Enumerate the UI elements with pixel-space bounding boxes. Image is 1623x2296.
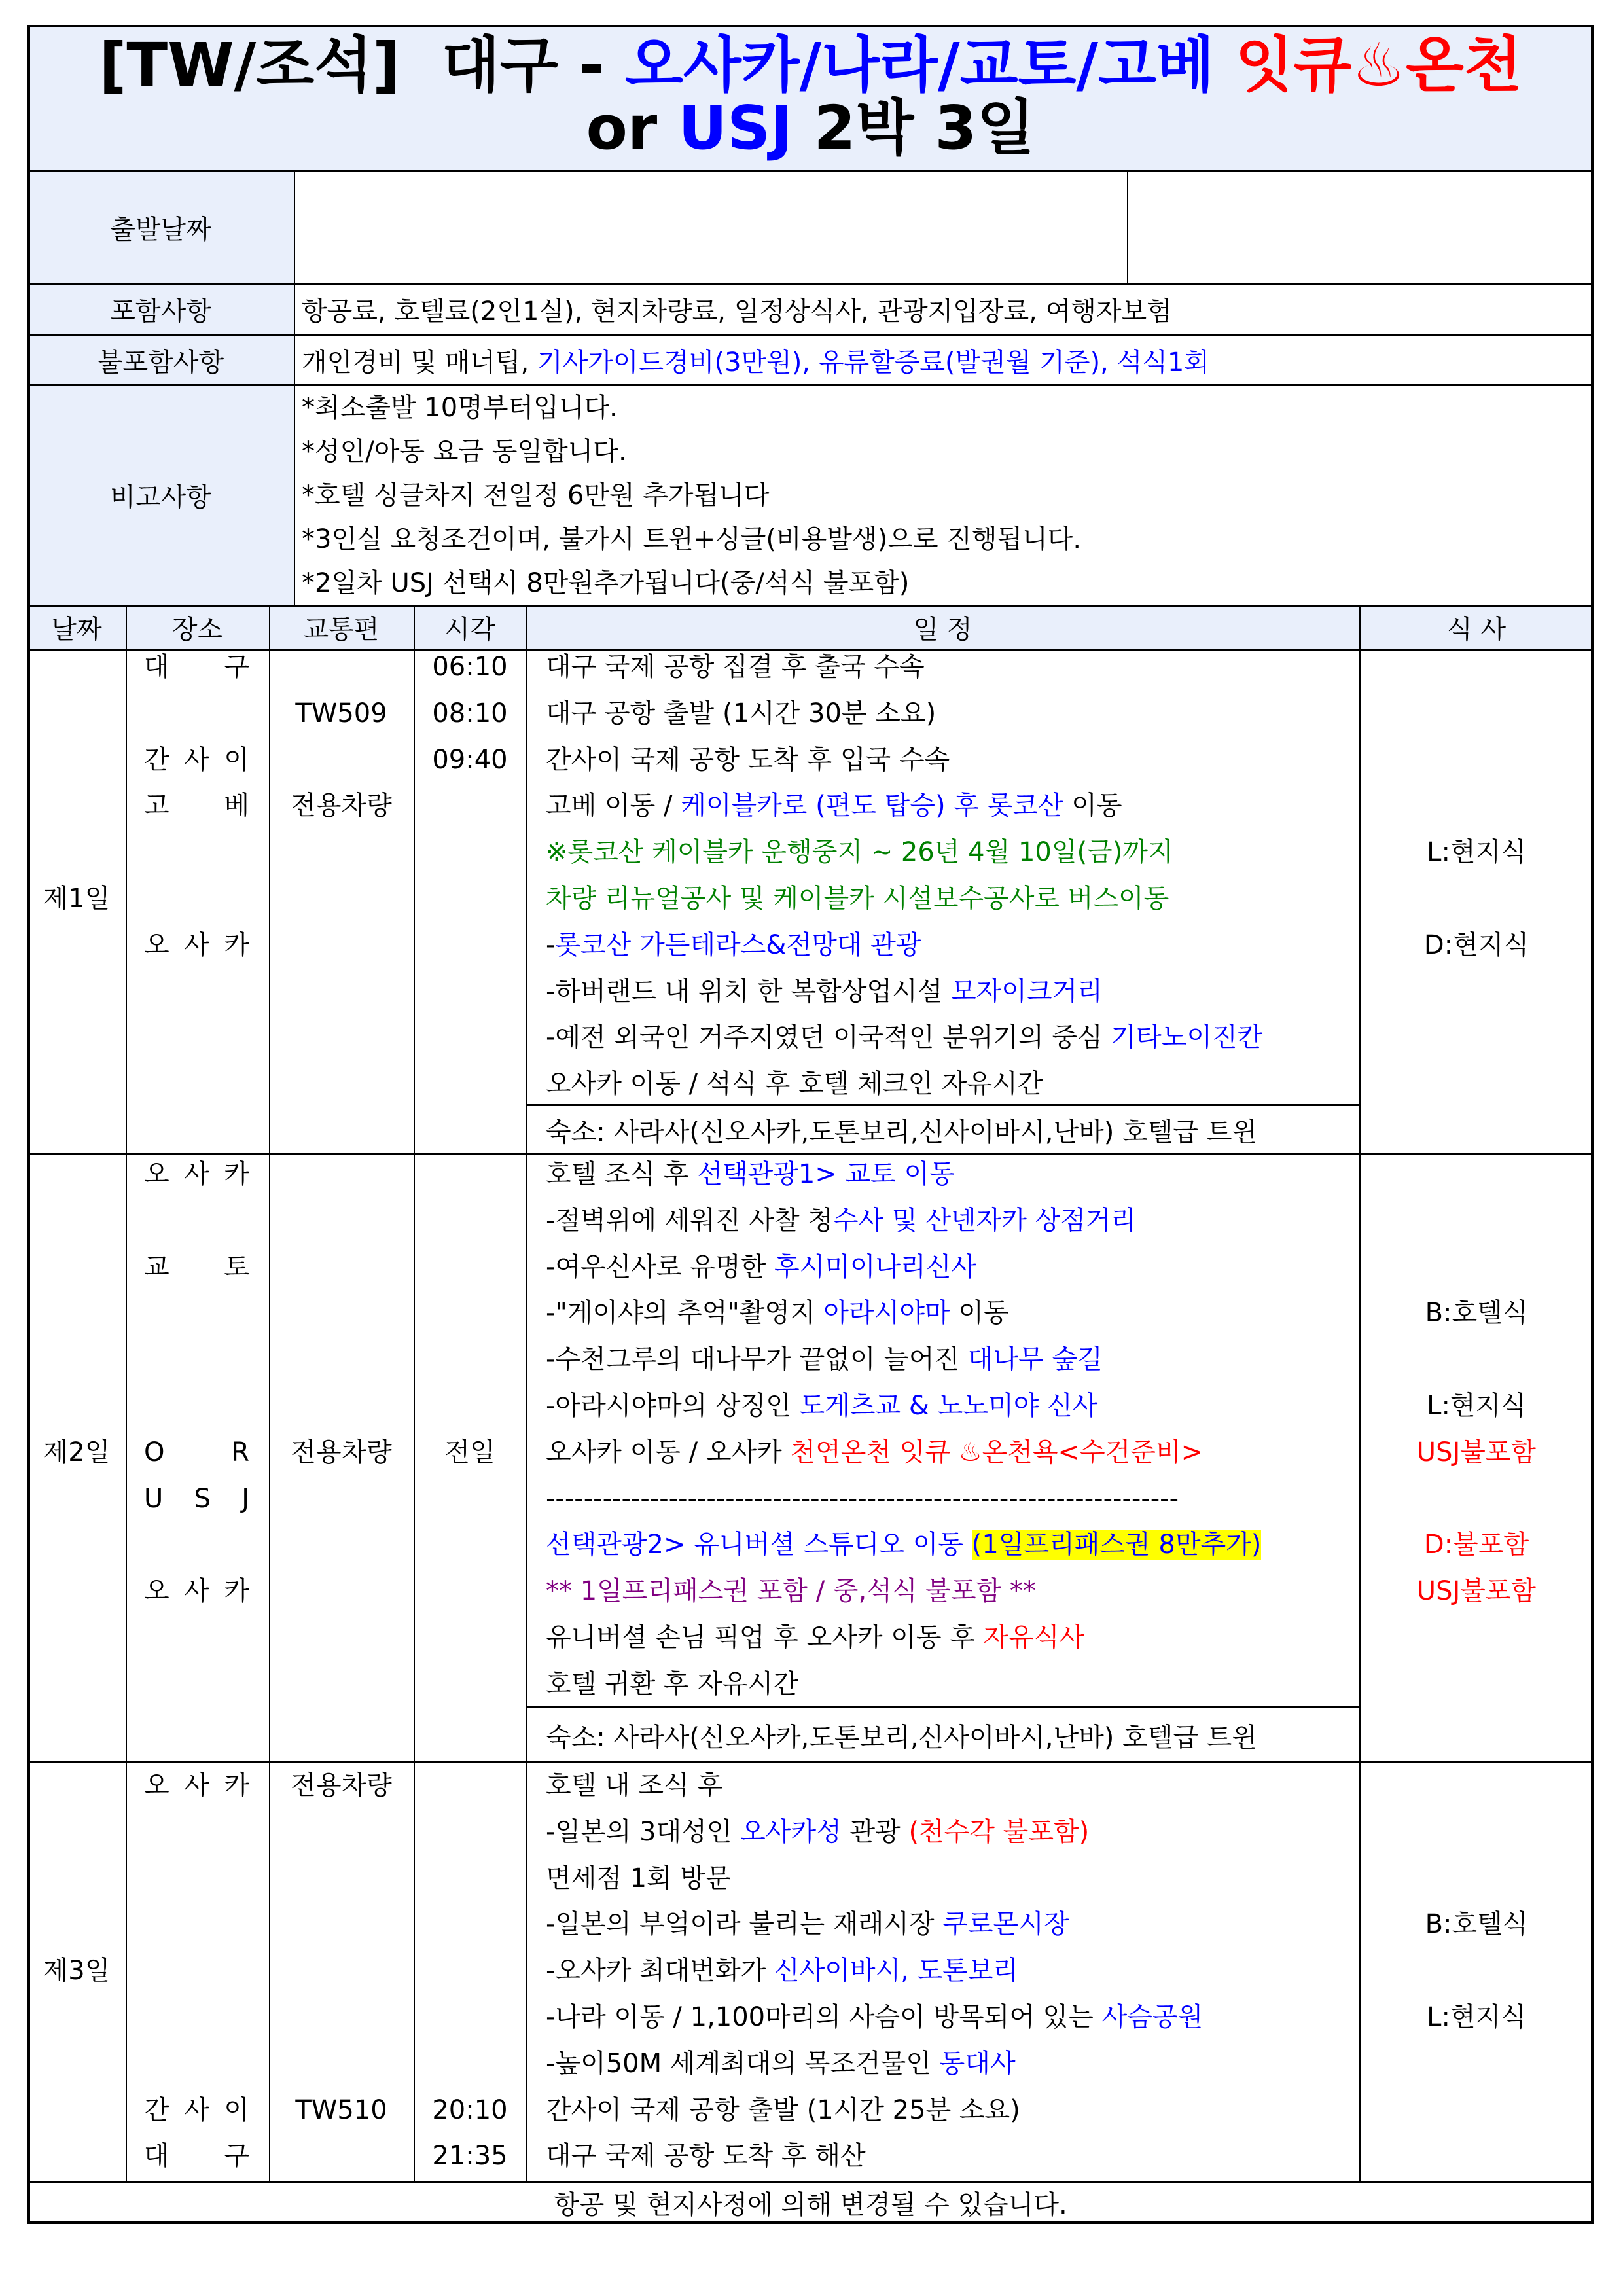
meal-value: USJ불포함: [1416, 1437, 1537, 1467]
place-name: 대 구: [144, 652, 249, 682]
place-name: 고 베: [144, 791, 249, 821]
schedule-segment: 간사이 국제 공항 도착 후 입국 수속: [546, 744, 950, 775]
meal-value: B:호텔식: [1425, 1298, 1528, 1329]
schedule-segment: 도게츠교 & 노노미야 신사: [799, 1390, 1098, 1421]
schedule-segment: -수천그루의 대나무가 끝없이 늘어진: [546, 1344, 968, 1375]
schedule-segment: 모자이크거리: [950, 976, 1103, 1007]
remark-item: *2일차 USJ 선택시 8만원추가됩니다(중/석식 불포함): [302, 568, 910, 598]
schedule-segment: -오사카 최대번화가: [546, 1956, 774, 1986]
schedule-segment: 수사 및 산넨자카 상점거리: [832, 1205, 1137, 1236]
footer-notice: 항공 및 현지사정에 의해 변경될 수 있습니다.: [554, 2190, 1067, 2220]
header-schedule: 일 정: [913, 615, 972, 645]
schedule-segment: 차량 리뉴얼공사 및 케이블카 시설보수공사로 버스이동: [546, 883, 1169, 914]
title-segment: 오사카/나라/교토/고베: [625, 30, 1236, 100]
schedule-segment: 신사이바시, 도톤보리: [774, 1956, 1019, 1986]
schedule-segment: -나라 이동 / 1,100마리의 사슴이 방목되어 있는: [546, 2001, 1102, 2032]
schedule-segment: 사슴공원: [1101, 2001, 1204, 2032]
day-label: 제3일: [43, 1956, 111, 1986]
schedule-segment: 관광: [841, 1816, 909, 1847]
schedule-segment: -예전 외국인 거주지였던 이국적인 분위기의 중심: [546, 1022, 1111, 1053]
place-name: 오 사 카: [144, 1159, 249, 1189]
transport-value: 전용차량: [291, 1770, 392, 1801]
schedule-segment: 호텔 내 조식 후: [546, 1770, 722, 1801]
schedule-segment: 오사카성: [740, 1816, 842, 1847]
meal-value: L:현지식: [1427, 1390, 1526, 1421]
excluded-label: 불포함사항: [97, 347, 224, 378]
place-name: 대 구: [144, 2141, 249, 2172]
schedule-segment: (천수각 불포함): [908, 1816, 1090, 1847]
schedule-segment: 유니버셜 손님 픽업 후 오사카 이동 후: [546, 1622, 984, 1653]
schedule-segment: 쿠로몬시장: [942, 1909, 1069, 1940]
schedule-segment: -"게이샤의 추억"촬영지: [546, 1298, 824, 1329]
excluded-segment: 개인경비 및 매너팁,: [302, 347, 537, 378]
schedule-segment: 천연온천 잇큐 ♨온천욕<수건준비>: [790, 1437, 1204, 1467]
included-value: 항공료, 호텔료(2인1실), 현지차량료, 일정상식사, 관광지입장료, 여행자보험: [302, 296, 1172, 327]
header-time: 시각: [444, 615, 495, 645]
schedule-segment: 아라시야마: [823, 1298, 950, 1329]
schedule-segment: 대구 국제 공항 집결 후 출국 수속: [546, 652, 925, 682]
schedule-segment: 이동: [950, 1298, 1009, 1329]
time-value: 09:40: [432, 744, 508, 775]
schedule-segment: 케이블카로 (편도 탑승) 후 롯코산: [681, 791, 1063, 821]
place-name: U S J: [144, 1483, 249, 1514]
remark-item: *호텔 싱글차지 전일정 6만원 추가됩니다: [302, 480, 770, 511]
schedule-segment: -여우신사로 유명한: [546, 1251, 774, 1282]
schedule-segment: 후시미이나리신사: [774, 1251, 977, 1282]
schedule-segment: 롯코산 가든테라스&전망대 관광: [555, 929, 921, 960]
schedule-segment: 대나무 숲길: [967, 1344, 1103, 1375]
schedule-segment: 동대사: [939, 2048, 1016, 2079]
title-segment: 2박 3일: [813, 93, 1035, 163]
meal-value: B:호텔식: [1425, 1909, 1528, 1940]
schedule-segment: 호텔 조식 후: [546, 1159, 698, 1189]
transport-value: TW510: [295, 2094, 387, 2125]
day-label: 제2일: [43, 1437, 111, 1467]
schedule-segment: 호텔 귀환 후 자유시간: [546, 1668, 798, 1699]
schedule-segment: -높이50M 세계최대의 목조건물인: [546, 2048, 940, 2079]
schedule-segment: ** 1일프리패스권 포함 / 중,석식 불포함 **: [546, 1576, 1036, 1607]
schedule-segment: 고베 이동 /: [546, 791, 681, 821]
title-segment: 잇큐♨온천: [1235, 30, 1522, 100]
transport-value: 전용차량: [291, 1437, 392, 1467]
title-segment: or: [586, 93, 679, 163]
transport-value: 전용차량: [291, 791, 392, 821]
schedule-segment: -일본의 부엌이라 불리는 재래시장: [546, 1909, 943, 1940]
header-date: 날짜: [51, 615, 102, 645]
schedule-segment: 선택관광1> 교토 이동: [697, 1159, 955, 1189]
schedule-segment: 오사카 이동 / 오사카: [546, 1437, 791, 1467]
schedule-segment: 간사이 국제 공항 출발 (1시간 25분 소요): [546, 2094, 1020, 2125]
hotel-info: 숙소: 사라사(신오사카,도톤보리,신사이바시,난바) 호텔급 트윈: [526, 1104, 1359, 1154]
time-value: 08:10: [432, 698, 508, 728]
departure-label: 출발날짜: [110, 214, 211, 245]
schedule-segment: -------------------------------------------------------------------: [546, 1483, 1179, 1514]
schedule-segment: ※롯코산 케이블카 운행중지 ~ 26년 4월 10일(금)까지: [546, 837, 1173, 868]
place-name: 오 사 카: [144, 1770, 249, 1801]
schedule-segment: 대구 공항 출발 (1시간 30분 소요): [546, 698, 936, 728]
schedule-segment: -절벽위에 세워진 사찰 청: [546, 1205, 833, 1236]
place-name: 오 사 카: [144, 1576, 249, 1607]
header-transport: 교통편: [303, 615, 380, 645]
schedule-segment: 기타노이진칸: [1111, 1022, 1263, 1053]
included-label: 포함사항: [110, 296, 211, 327]
schedule-segment: -아라시야마의 상징인: [546, 1390, 800, 1421]
meal-value: USJ불포함: [1416, 1576, 1537, 1607]
meal-value: D:현지식: [1423, 929, 1529, 960]
document-frame: [27, 25, 1594, 2224]
schedule-segment: (1일프리패스권 8만추가): [971, 1530, 1262, 1560]
day-label: 제1일: [43, 883, 111, 914]
remark-item: *3인실 요청조건이며, 불가시 트윈+싱글(비용발생)으로 진행됩니다.: [302, 524, 1082, 554]
remark-item: *최소출발 10명부터입니다.: [302, 393, 618, 423]
title-segment: USJ: [678, 93, 814, 163]
time-value: 21:35: [432, 2141, 508, 2172]
transport-value: TW509: [295, 698, 387, 728]
place-name: 간 사 이: [144, 2094, 249, 2125]
hotel-info: 숙소: 사라사(신오사카,도톤보리,신사이바시,난바) 호텔급 트윈: [526, 1706, 1359, 1762]
schedule-segment: -일본의 3대성인: [546, 1816, 741, 1847]
schedule-segment: 선택관광2> 유니버셜 스튜디오 이동: [546, 1530, 972, 1560]
excluded-segment: 기사가이드경비(3만원), 유류할증료(발권월 기준), 석식1회: [537, 347, 1209, 378]
time-value: 06:10: [432, 652, 508, 682]
schedule-segment: 대구 국제 공항 도착 후 해산: [546, 2141, 866, 2172]
header-meal: 식 사: [1447, 615, 1506, 645]
schedule-segment: 면세점 1회 방문: [546, 1863, 731, 1893]
place-name: 교 토: [144, 1251, 249, 1282]
title-segment: [TW/조석] 대구 -: [99, 30, 626, 100]
place-name: 오 사 카: [144, 929, 249, 960]
remark-item: *성인/아동 요금 동일합니다.: [302, 437, 627, 467]
place-name: 간 사 이: [144, 744, 249, 775]
header-place: 장소: [171, 615, 223, 645]
schedule-segment: -하버랜드 내 위치 한 복합상업시설: [546, 976, 951, 1007]
remarks-label: 비고사항: [110, 482, 211, 512]
schedule-segment: 오사카 이동 / 석식 후 호텔 체크인 자유시간: [546, 1069, 1043, 1100]
place-name: O R: [144, 1437, 249, 1467]
schedule-segment: -: [546, 929, 556, 960]
schedule-segment: 자유식사: [983, 1622, 1085, 1653]
meal-value: L:현지식: [1427, 2001, 1526, 2032]
time-value: 전일: [444, 1437, 495, 1467]
meal-value: L:현지식: [1427, 837, 1526, 868]
time-value: 20:10: [432, 2094, 508, 2125]
schedule-segment: 이동: [1063, 791, 1122, 821]
meal-value: D:불포함: [1423, 1530, 1529, 1560]
